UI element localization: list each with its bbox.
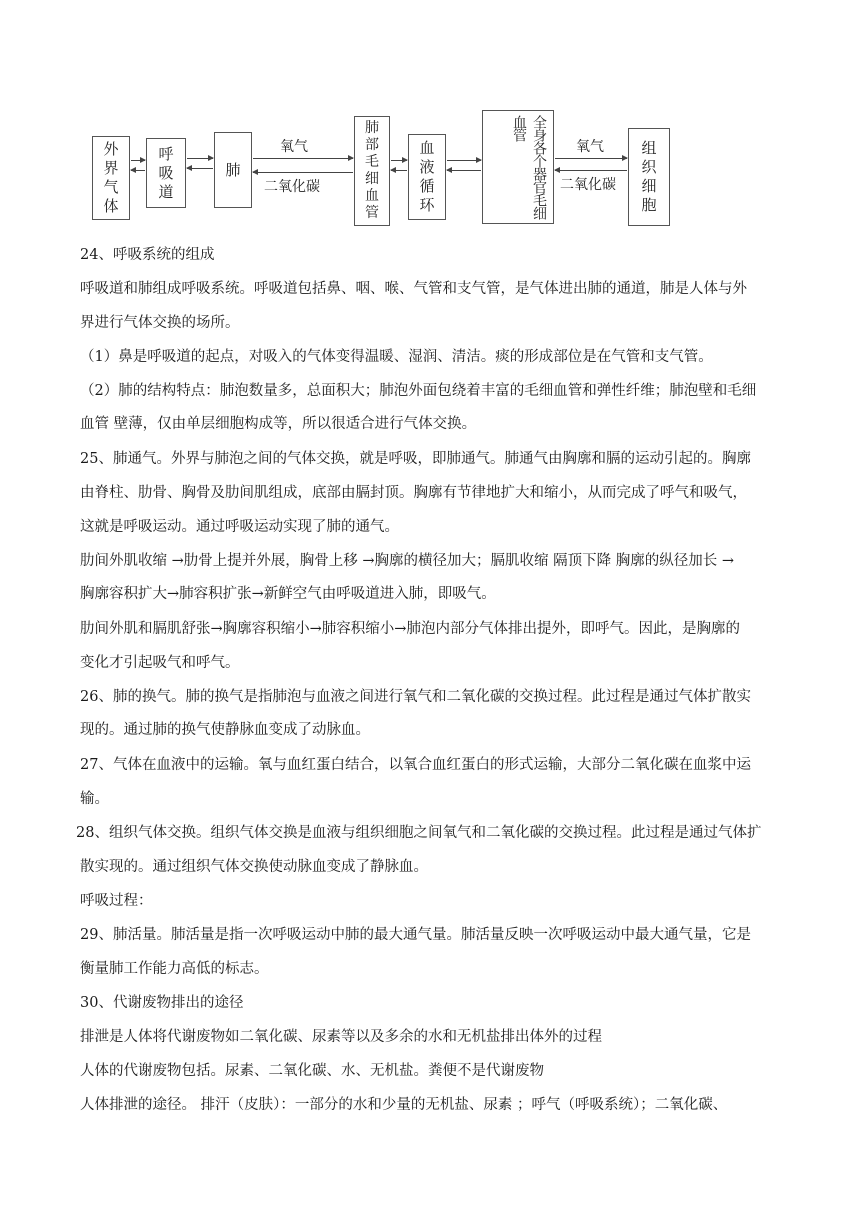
paragraph-line: 现的。通过肺的换气使静脉血变成了动脉血。 <box>80 722 370 738</box>
box-outside-air <box>92 136 130 220</box>
paragraph-line: 肋间外肌收缩 →肋骨上提并外展，胸骨上移 →胸廓的横径加大；膈肌收缩 隔顶下降 胸廓的纵径加长 → <box>80 553 734 569</box>
arrow-right <box>555 158 627 159</box>
box-char: 道 <box>158 182 174 201</box>
paragraph-line: 人体排泄的途径。 排汗（皮肤）：一部分的水和少量的无机盐、尿素 ；呼气（呼吸系统）；二氧化碳、 <box>80 1097 728 1113</box>
paragraph-line: 人体的代谢废物包括。尿素、二氧化碳、水、无机盐。粪便不是代谢废物 <box>80 1063 544 1079</box>
paragraph-line: 肋间外肌和膈肌舒张→胸廓容积缩小→肺容积缩小→肺泡内部分气体排出提外，即呼气。因此，是胸廓的 <box>80 621 740 637</box>
arrow-right <box>391 160 407 161</box>
box-char: 体 <box>103 197 119 215</box>
arrow-right <box>187 158 213 159</box>
arrow-left <box>131 170 145 171</box>
paragraph-line: 这就是呼吸运动。通过呼吸运动实现了肺的通气。 <box>80 519 399 535</box>
box-char: 气 <box>103 178 119 196</box>
label-oxygen: 氧气 <box>576 139 604 155</box>
arrow-left <box>447 170 481 171</box>
paragraph-line: 散实现的。通过组织气体交换使动脉血变成了静脉血。 <box>80 859 428 875</box>
box-tissue-cells <box>628 128 670 226</box>
box-lung <box>214 132 252 208</box>
box-char: 环 <box>419 196 435 214</box>
box-char: 管 <box>365 205 379 221</box>
paragraph-line: 血管 壁薄，仅由单层细胞构成等，所以很适合进行气体交换。 <box>80 416 477 432</box>
arrow-right <box>447 160 481 161</box>
paragraph-line: 呼吸过程： <box>80 893 153 909</box>
box-body-organ-capillaries <box>482 110 554 224</box>
box-char: 细 <box>365 171 379 187</box>
box-char: 界 <box>103 159 119 177</box>
box-char: 组 <box>641 139 657 157</box>
paragraph-line: 排泄是人体将代谢废物如二氧化碳、尿素等以及多余的水和无机盐排出体外的过程 <box>80 1029 602 1045</box>
label-carbon-dioxide: 二氧化碳 <box>264 179 320 195</box>
paragraph-line: 衡量肺工作能力高低的标志。 <box>80 961 269 977</box>
box-char: 液 <box>419 158 435 176</box>
box-char: 胞 <box>641 196 657 214</box>
box-char: 外 <box>103 140 119 158</box>
arrow-right <box>131 160 145 161</box>
box-char: 吸 <box>158 163 174 182</box>
box-char: 织 <box>641 158 657 176</box>
arrow-left <box>253 172 353 173</box>
box-char: 呼 <box>158 144 174 163</box>
box-blood-circulation <box>408 134 446 220</box>
paragraph-line: 由脊柱、肋骨、胸骨及肋间肌组成，底部由膈封顶。胸廓有节律地扩大和缩小，从而完成了呼气和吸气， <box>80 485 747 501</box>
paragraph-line: （1）鼻是呼吸道的起点，对吸入的气体变得温暖、湿润、清洁。痰的形成部位是在气管和支气管。 <box>80 349 713 365</box>
paragraph-line: （2）肺的结构特点：肺泡数量多，总面积大；肺泡外面包绕着丰富的毛细血管和弹性纤维；肺泡壁和毛细 <box>80 383 757 399</box>
label-oxygen: 氧气 <box>280 139 308 155</box>
box-char: 细 <box>641 177 657 195</box>
paragraph-line: 26、肺的换气。肺的换气是指肺泡与血液之间进行氧气和二氧化碳的交换过程。此过程是通过气体扩散实 <box>80 689 751 705</box>
box-char: 肺 <box>365 120 379 136</box>
paragraph-line: 27、气体在血液中的运输。氧与血红蛋白结合，以氧合血红蛋白的形式运输，大部分二氧化碳在血浆中运 <box>80 757 751 773</box>
arrow-right <box>253 158 353 159</box>
arrow-left <box>391 170 407 171</box>
paragraph-line: 胸廓容积扩大→肺容积扩张→新鲜空气由呼吸道进入肺，即吸气。 <box>80 586 496 602</box>
paragraph-line: 28、组织气体交换。组织气体交换是血液与组织细胞之间氧气和二氧化碳的交换过程。此过程是通过气体扩 <box>76 825 762 841</box>
paragraph-line: 界进行气体交换的场所。 <box>80 315 240 331</box>
box-char: 血 <box>365 188 379 204</box>
box-char: 部 <box>365 137 379 153</box>
respiration-flow-diagram <box>84 108 684 232</box>
section-heading: 30、代谢废物排出的途径 <box>80 995 244 1011</box>
box-char: 血 <box>419 139 435 157</box>
box-lung-capillaries <box>354 116 390 226</box>
box-char: 循 <box>419 177 435 195</box>
arrow-left <box>555 170 627 171</box>
box-respiratory-tract <box>146 138 186 208</box>
paragraph-line: 25、肺通气。外界与肺泡之间的气体交换，就是呼吸，即肺通气。肺通气由胸廓和膈的运动引起的。胸廓 <box>80 451 751 467</box>
paragraph-line: 变化才引起吸气和呼气。 <box>80 655 240 671</box>
box-char: 毛 <box>365 154 379 170</box>
box-vertical-text: 全身各个器官毛细血管 <box>511 115 547 219</box>
paragraph-line: 呼吸道和肺组成呼吸系统。呼吸道包括鼻、咽、喉、气管和支气管，是气体进出肺的通道，肺是人体与外 <box>80 281 747 297</box>
paragraph-line: 输。 <box>80 791 109 807</box>
label-carbon-dioxide: 二氧化碳 <box>560 177 616 193</box>
arrow-left <box>187 168 213 169</box>
section-heading: 24、呼吸系统的组成 <box>80 247 215 263</box>
box-char: 肺 <box>225 160 241 179</box>
paragraph-line: 29、肺活量。肺活量是指一次呼吸运动中肺的最大通气量。肺活量反映一次呼吸运动中最大通气量，它是 <box>80 927 751 943</box>
